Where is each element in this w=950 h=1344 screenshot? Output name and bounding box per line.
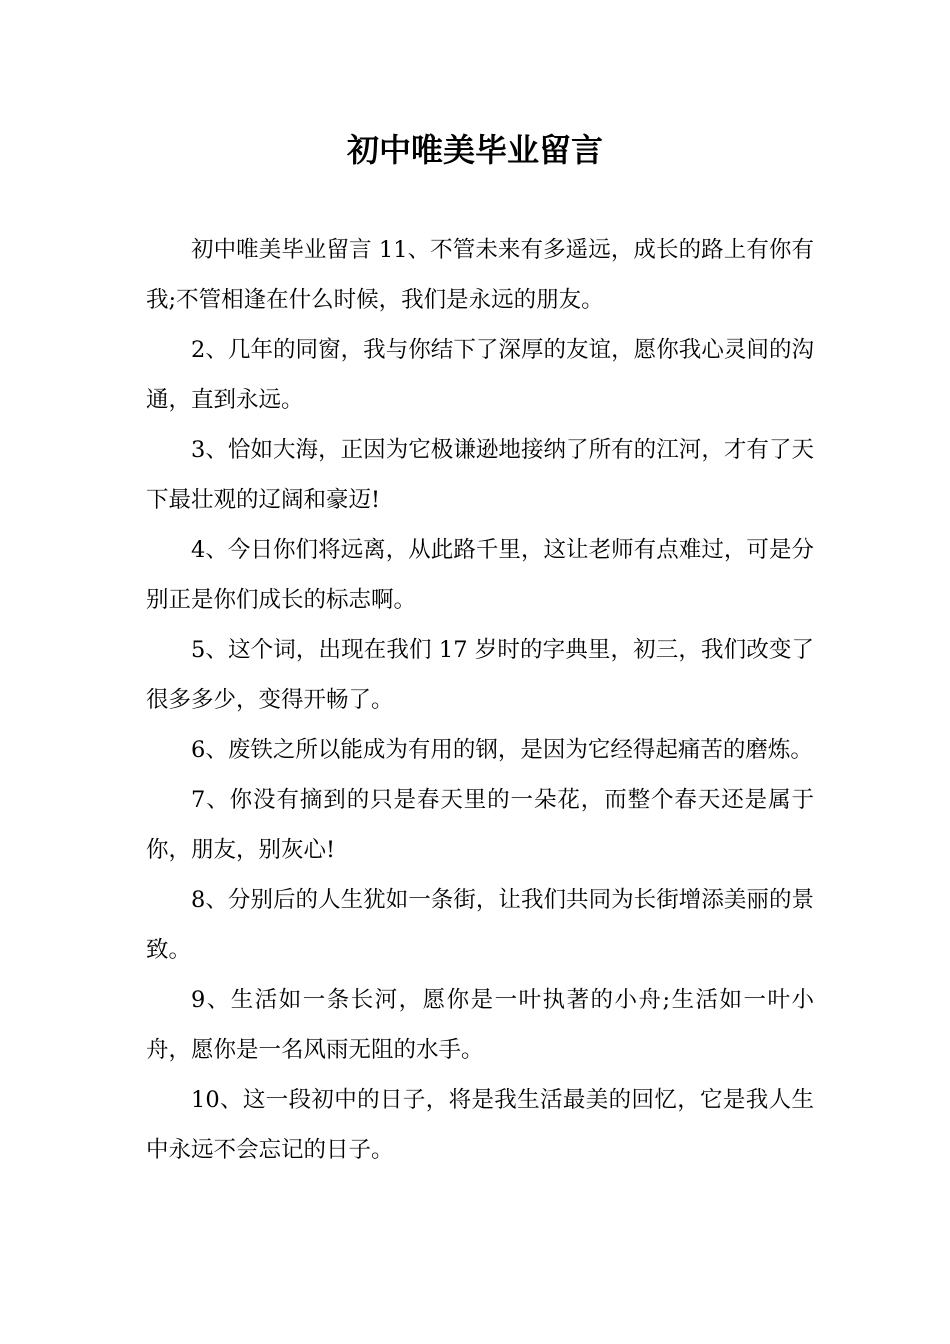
paragraph: 3、恰如大海，正因为它极谦逊地接纳了所有的江河，才有了天下最壮观的辽阔和豪迈! [146,437,814,513]
paragraph: 初中唯美毕业留言 11、不管未来有多遥远，成长的路上有你有我;不管相逢在什么时候，我们是永远的朋友。 [146,237,814,313]
document-body [146,225,814,1175]
paragraph: 4、今日你们将远离，从此路千里，这让老师有点难过，可是分别正是你们成长的标志啊。 [146,537,814,613]
paragraph: 8、分别后的人生犹如一条街，让我们共同为长街增添美丽的景致。 [146,887,814,963]
paragraph: 6、废铁之所以能成为有用的钢，是因为它经得起痛苦的磨炼。 [191,737,813,763]
document-title: 初中唯美毕业留言 [346,131,603,169]
paragraph: 7、你没有摘到的只是春天里的一朵花，而整个春天还是属于你，朋友，别灰心! [146,787,814,863]
paragraph: 2、几年的同窗，我与你结下了深厚的友谊，愿你我心灵间的沟通，直到永远。 [146,337,814,413]
paragraph: 5、这个词，出现在我们 17 岁时的字典里，初三，我们改变了很多多少，变得开畅了。 [146,637,814,713]
paragraph: 9、生活如一条长河，愿你是一叶执著的小舟;生活如一叶小舟，愿你是一名风雨无阻的水手。 [146,987,814,1063]
paragraph: 10、这一段初中的日子，将是我生活最美的回忆，它是我人生中永远不会忘记的日子。 [146,1087,814,1163]
